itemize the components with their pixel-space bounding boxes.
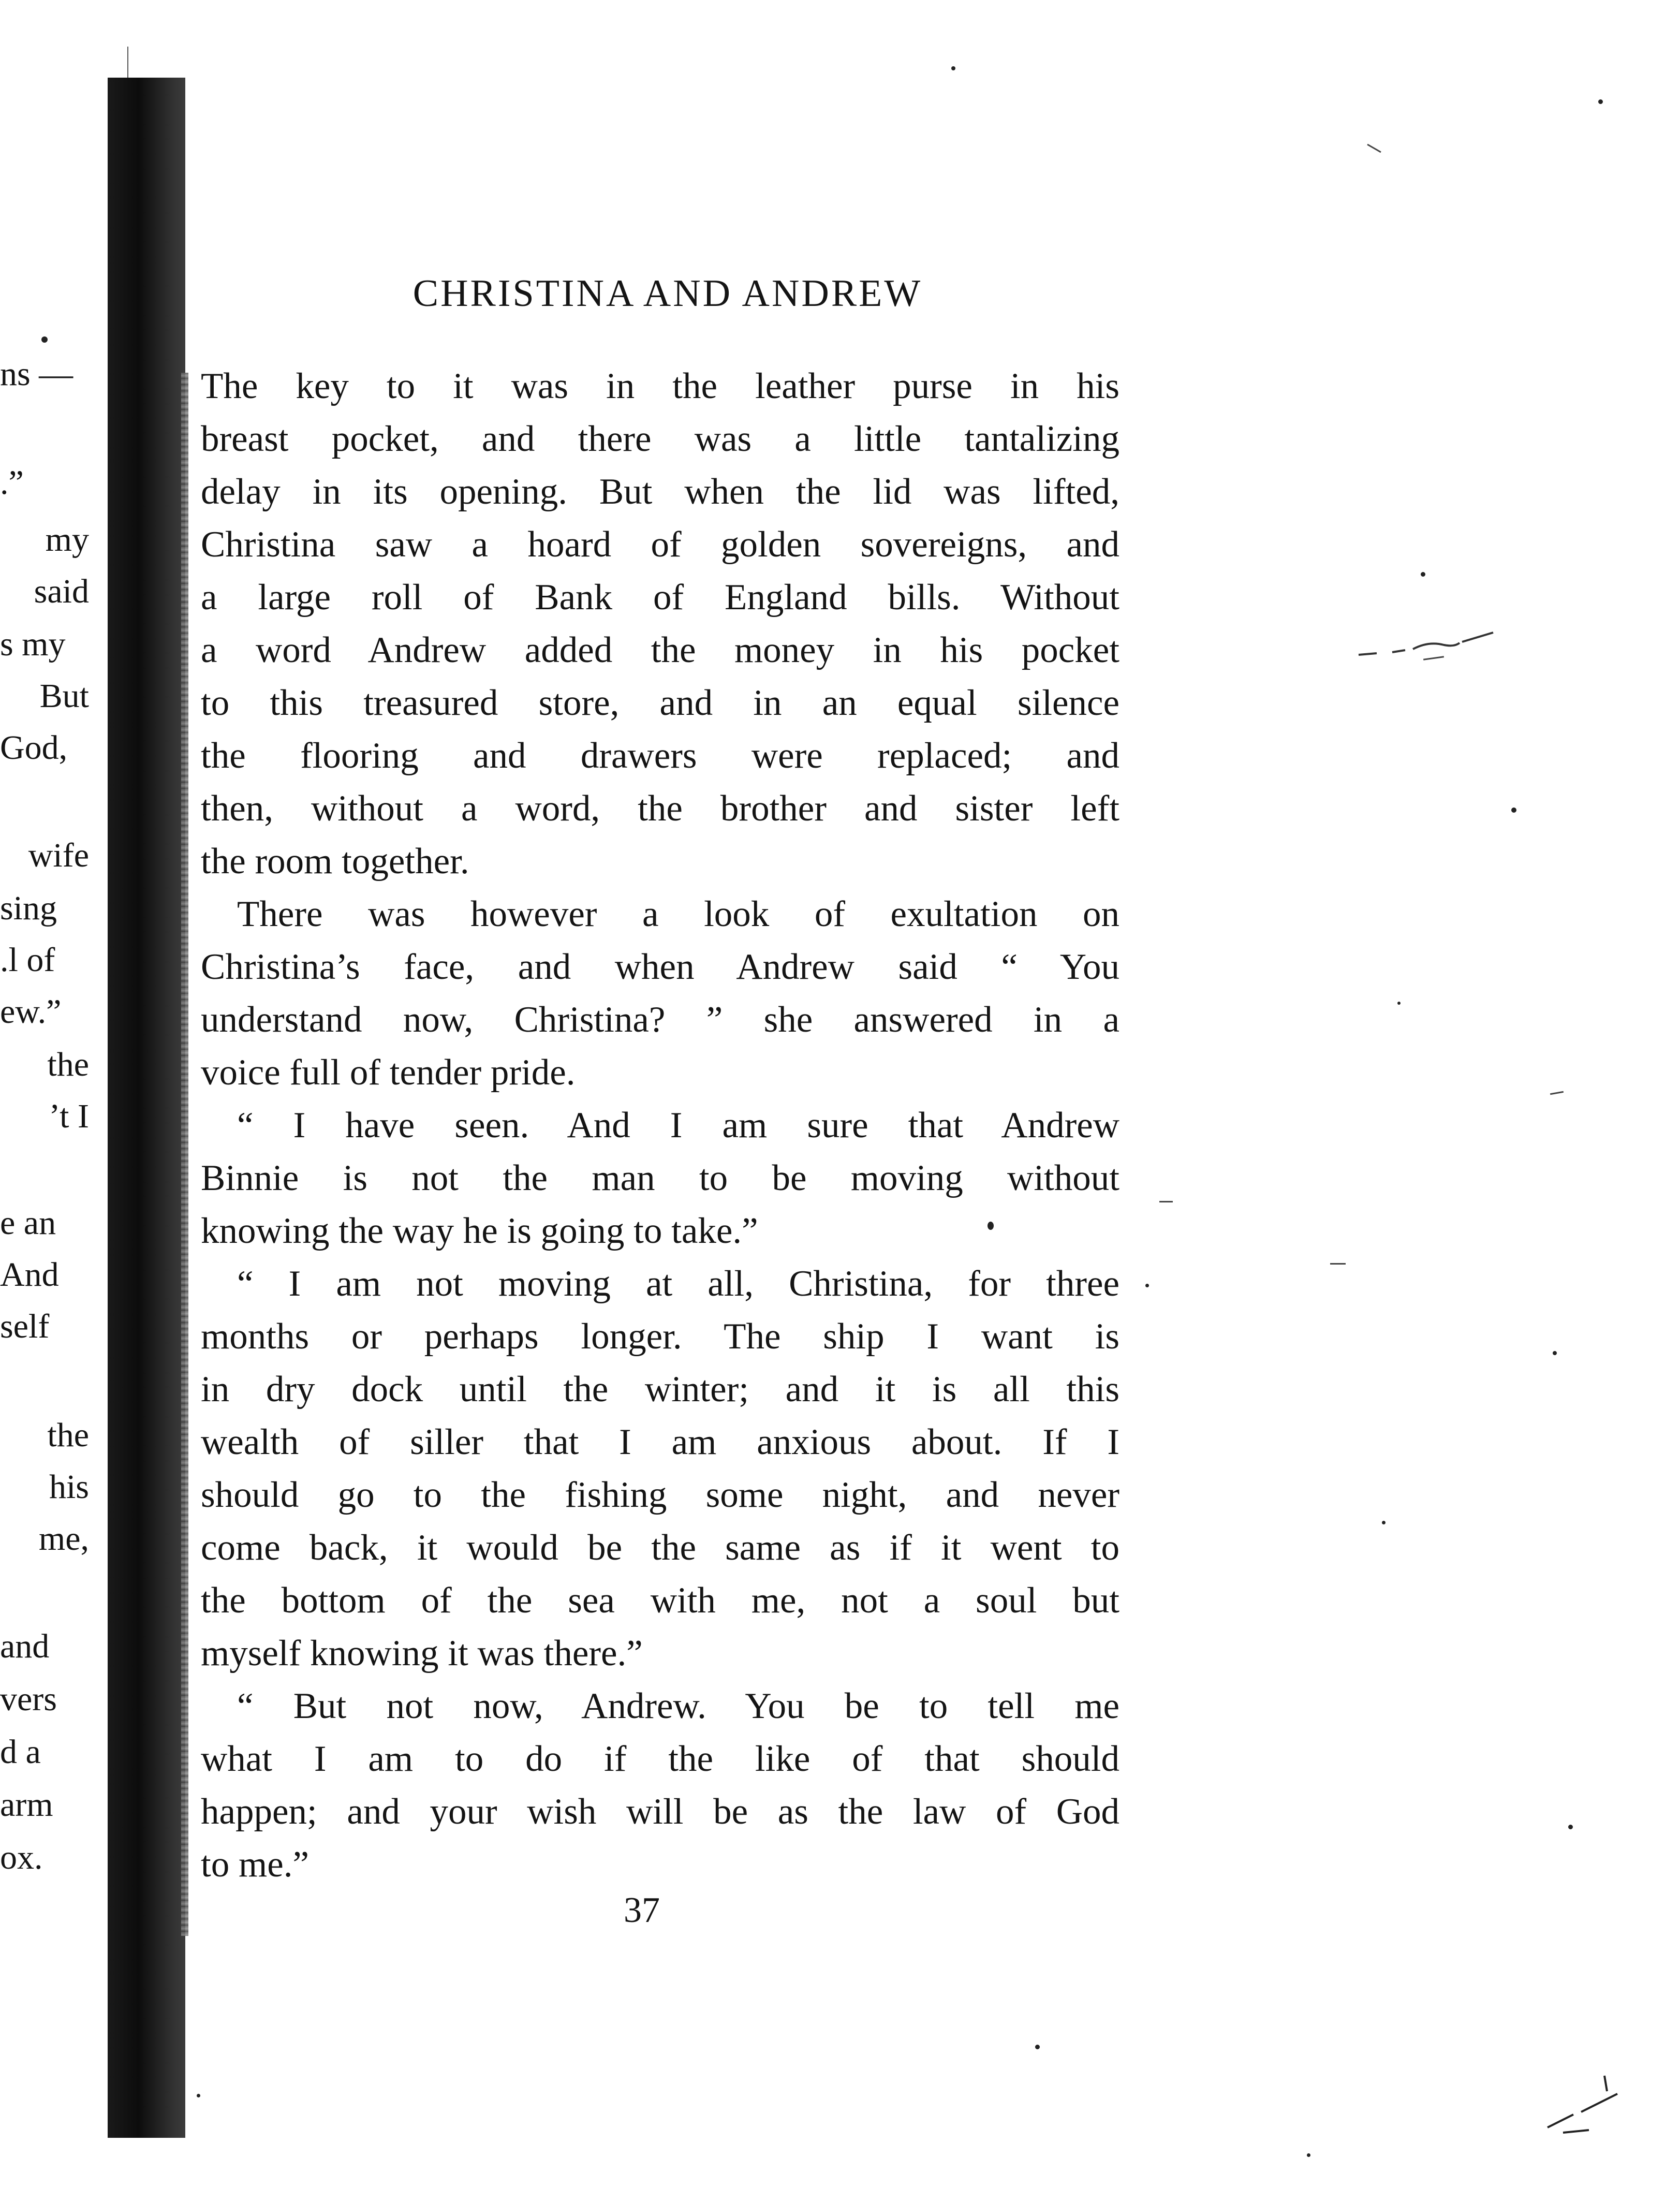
facing-line: and (0, 1627, 50, 1665)
scan-speck (197, 2094, 200, 2097)
facing-line: sing (0, 889, 57, 927)
facing-line: ox. (0, 1839, 43, 1876)
text-line: delay in its opening. But when the lid was lifted, (201, 472, 1119, 512)
text-line: a word Andrew added the money in his pocket (201, 630, 1119, 670)
scan-speck (1307, 2153, 1310, 2157)
scan-speck (1035, 2045, 1040, 2049)
text-line: Christina saw a hoard of golden sovereigns, and (201, 524, 1119, 565)
facing-line: vers (0, 1680, 57, 1718)
scan-mark (1330, 1263, 1346, 1265)
scan-speck (1568, 1825, 1573, 1829)
facing-page-fragment (0, 0, 104, 2202)
scan-mark (1367, 144, 1381, 153)
scan-speck (988, 1222, 994, 1230)
text-line: Christina’s face, and when Andrew said “ You (201, 947, 1119, 987)
facing-line: self (0, 1308, 50, 1345)
scan-speck (1553, 1351, 1557, 1355)
text-line: the bottom of the sea with me, not a soul but (201, 1580, 1119, 1621)
scan-scribble (1356, 626, 1501, 668)
text-line: months or perhaps longer. The ship I want is (201, 1316, 1119, 1357)
text-line: in dry dock until the winter; and it is all this (201, 1369, 1119, 1410)
facing-line: God, (0, 729, 68, 767)
facing-line: ns — (0, 355, 73, 393)
scan-speck (1397, 1002, 1401, 1005)
text-line: “ I have seen. And I am sure that Andrew (237, 1105, 1119, 1146)
scan-speck (1382, 1521, 1386, 1524)
text-line: The key to it was in the leather purse in his (201, 366, 1119, 406)
facing-line: .l of (0, 941, 55, 979)
facing-line: arm (0, 1786, 53, 1824)
facing-line: said (34, 572, 89, 610)
text-line: happen; and your wish will be as the law of God (201, 1792, 1119, 1832)
facing-line: ’t I (49, 1097, 89, 1135)
scan-speck (951, 66, 955, 70)
scan-mark (1159, 1201, 1173, 1202)
facing-line: ew.” (0, 993, 62, 1031)
facing-line: d a (0, 1733, 41, 1771)
text-line: the room together. (201, 841, 469, 882)
scan-scribble (1532, 2065, 1625, 2148)
text-line: to me.” (201, 1844, 309, 1885)
scan-speck (41, 336, 48, 343)
facing-line: e an (0, 1204, 56, 1242)
text-line: a large roll of Bank of England bills. Without (201, 577, 1119, 618)
scan-mark (1550, 1091, 1564, 1095)
facing-line: s my (0, 625, 66, 663)
scan-speck (1145, 1284, 1149, 1287)
scan-speck (1421, 572, 1425, 577)
text-line: understand now, Christina? ” she answered in a (201, 1000, 1119, 1040)
facing-line: And (0, 1256, 59, 1294)
text-line: There was however a look of exultation on (237, 894, 1119, 934)
facing-line: his (49, 1468, 89, 1506)
text-line: should go to the fishing some night, and never (201, 1475, 1119, 1515)
text-line: wealth of siller that I am anxious about. If I (201, 1422, 1119, 1462)
binding-gutter (108, 78, 185, 2138)
binding-gutter-edge (181, 373, 188, 1936)
text-line: what I am to do if the like of that should (201, 1739, 1119, 1779)
page-number: 37 (624, 1890, 660, 1930)
facing-line: wife (28, 836, 89, 874)
facing-line: the (47, 1046, 89, 1083)
text-line: to this treasured store, and in an equal silence (201, 683, 1119, 723)
text-line: the flooring and drawers were replaced; and (201, 736, 1119, 776)
facing-line: me, (38, 1520, 89, 1558)
facing-line: my (45, 521, 89, 559)
text-line: come back, it would be the same as if it went to (201, 1528, 1119, 1568)
running-head: CHRISTINA AND ANDREW (412, 272, 923, 315)
text-line: myself knowing it was there.” (201, 1633, 643, 1673)
text-line: knowing the way he is going to take.” (201, 1211, 758, 1251)
text-line: “ I am not moving at all, Christina, for three (237, 1264, 1119, 1304)
facing-line: But (39, 677, 89, 715)
facing-line: .” (0, 464, 24, 502)
text-line: Binnie is not the man to be moving without (201, 1158, 1119, 1198)
text-line: “ But not now, Andrew. You be to tell me (237, 1686, 1119, 1726)
text-line: voice full of tender pride. (201, 1052, 576, 1093)
scan-speck (1511, 808, 1516, 813)
scan-speck (1598, 99, 1603, 104)
facing-line: the (47, 1416, 89, 1454)
text-line: breast pocket, and there was a little tantalizing (201, 419, 1119, 459)
text-line: then, without a word, the brother and sister left (201, 788, 1119, 829)
